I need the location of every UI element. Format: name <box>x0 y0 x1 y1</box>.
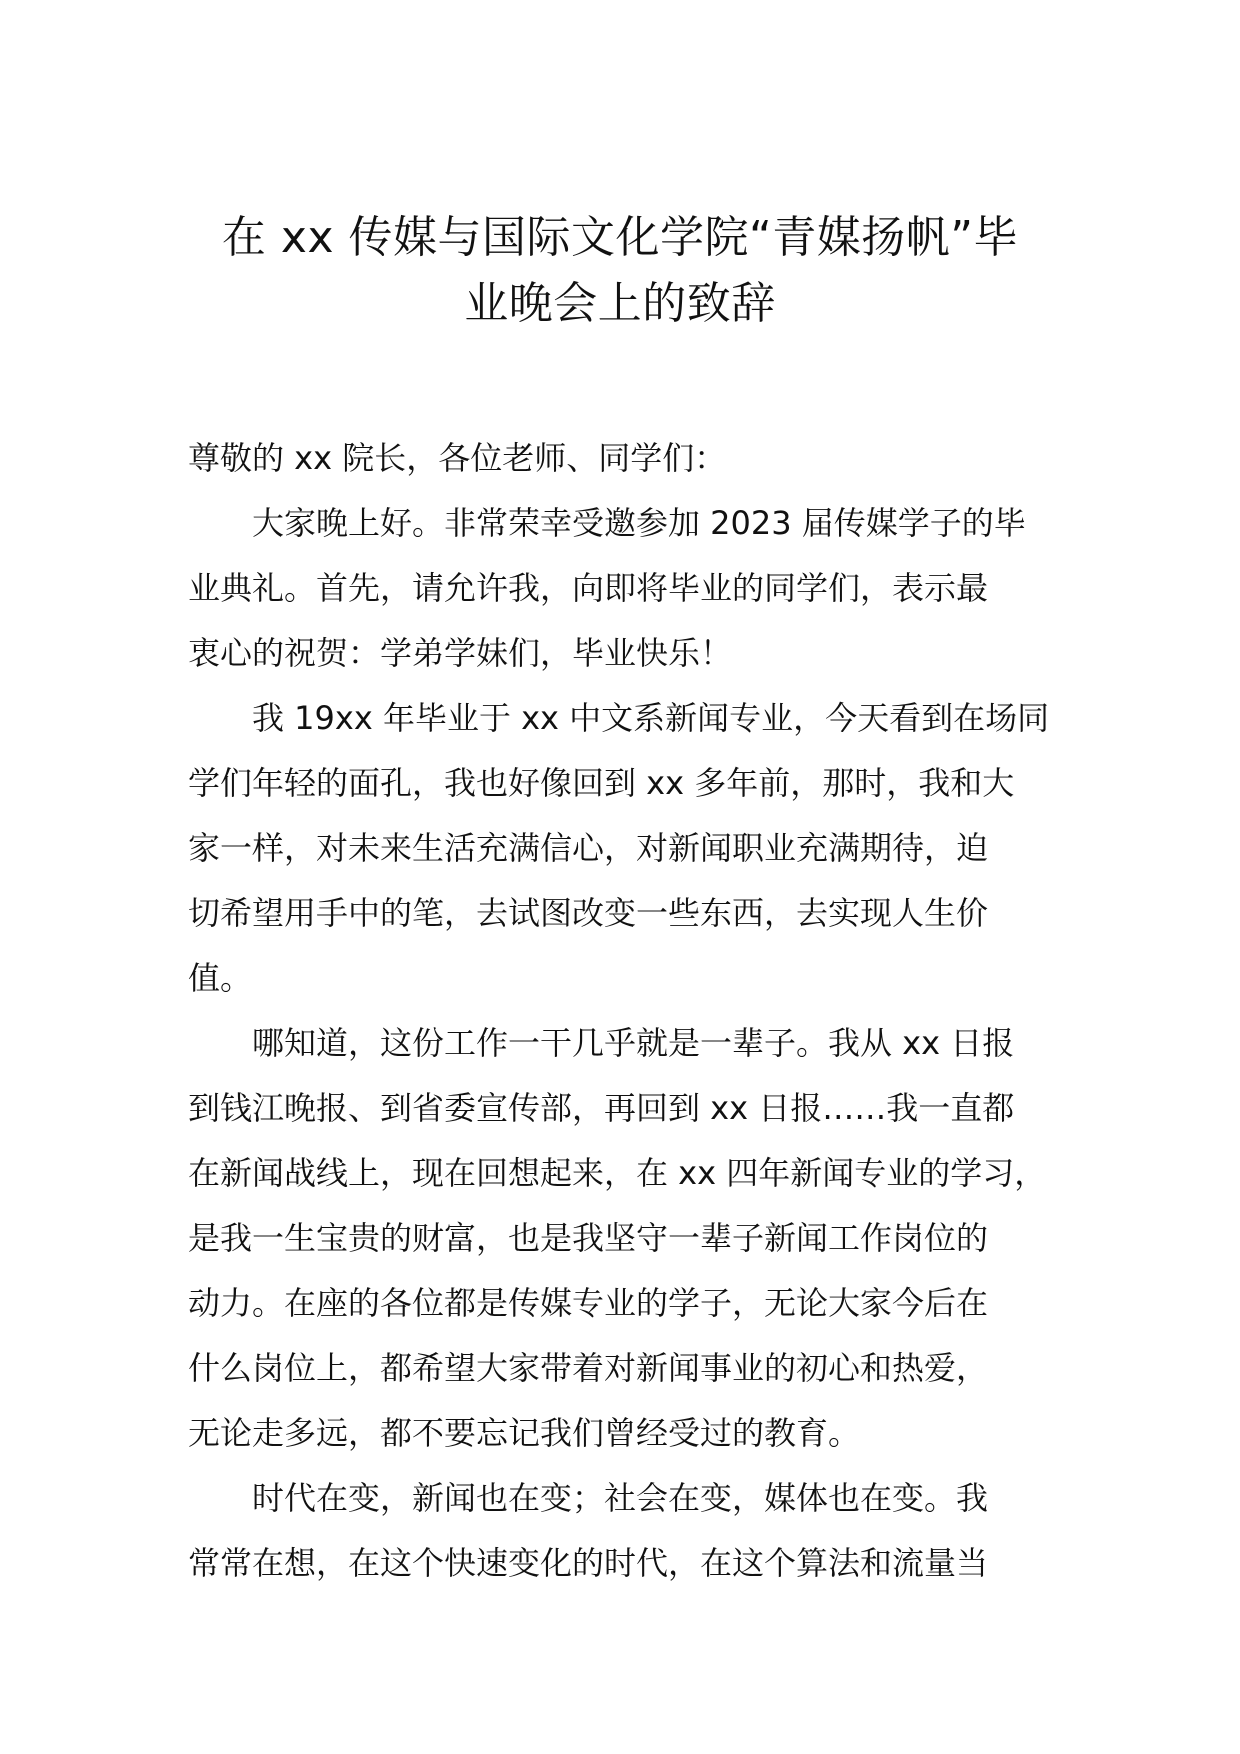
body-line: 时代在变，新闻也在变；社会在变，媒体也在变。我 <box>188 1479 989 1517</box>
title-line-1: 在 xx 传媒与国际文化学院“青媒扬帆”毕 <box>221 212 1019 263</box>
body-line: 切希望用手中的笔，去试图改变一些东西，去实现人生价 <box>188 894 989 932</box>
body-line: 无论走多远，都不要忘记我们曾经受过的教育。 <box>188 1414 861 1452</box>
body-line: 业典礼。首先，请允许我，向即将毕业的同学们，表示最 <box>188 569 989 607</box>
salutation-line: 尊敬的 xx 院长，各位老师、同学们： <box>188 439 727 477</box>
body-line: 常常在想，在这个快速变化的时代，在这个算法和流量当 <box>188 1544 989 1582</box>
body-line: 大家晚上好。非常荣幸受邀参加 2023 届传媒学子的毕 <box>188 504 1026 542</box>
title-line-2: 业晚会上的致辞 <box>464 278 776 329</box>
body-line: 到钱江晚报、到省委宣传部，再回到 xx 日报……我一直都 <box>188 1089 1015 1127</box>
body-line: 动力。在座的各位都是传媒专业的学子，无论大家今后在 <box>188 1284 989 1322</box>
body-line: 哪知道，这份工作一干几乎就是一辈子。我从 xx 日报 <box>188 1024 1015 1062</box>
body-line: 什么岗位上，都希望大家带着对新闻事业的初心和热爱， <box>188 1349 989 1387</box>
body-line: 学们年轻的面孔，我也好像回到 xx 多年前，那时，我和大 <box>188 764 1015 802</box>
document-body <box>188 426 1068 1596</box>
body-line: 我 19xx 年毕业于 xx 中文系新闻专业，今天看到在场同 <box>188 699 1050 737</box>
body-line: 在新闻战线上，现在回想起来，在 xx 四年新闻专业的学习， <box>188 1154 1047 1192</box>
document-title <box>150 205 1090 337</box>
body-line: 家一样，对未来生活充满信心，对新闻职业充满期待，迫 <box>188 829 989 867</box>
body-line: 值。 <box>188 959 253 997</box>
body-line: 是我一生宝贵的财富，也是我坚守一辈子新闻工作岗位的 <box>188 1219 989 1257</box>
body-line: 衷心的祝贺：学弟学妹们，毕业快乐！ <box>188 634 733 672</box>
